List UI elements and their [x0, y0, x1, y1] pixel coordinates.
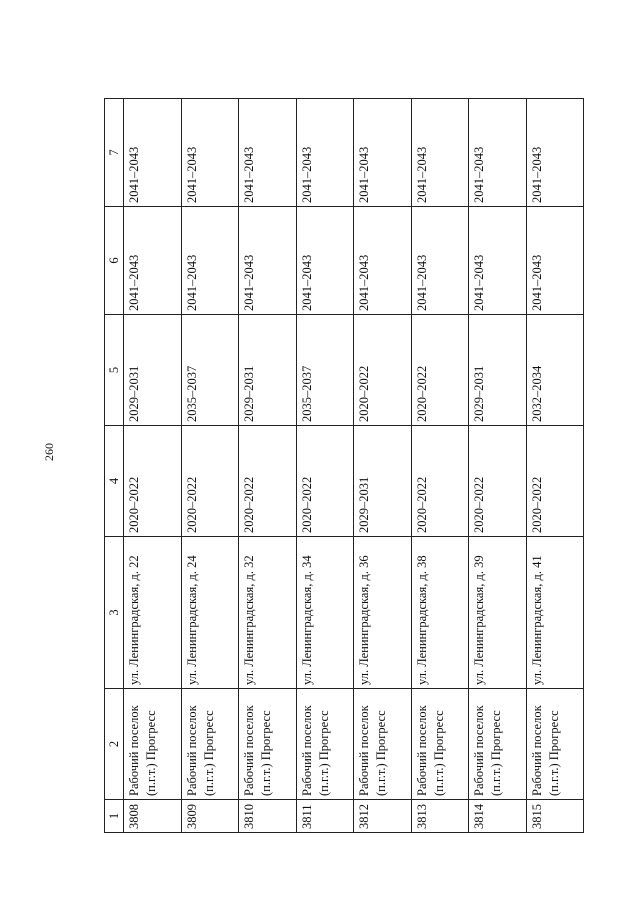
table-cell: 3815: [526, 800, 584, 833]
table-cell: ул. Ленинградская, д. 38: [411, 537, 469, 689]
column-header: 1: [105, 800, 124, 833]
table-cell: Рабочий поселок (п.г.т.) Прогресс: [469, 689, 527, 800]
table-cell: 3811: [296, 800, 354, 833]
table-row: [181, 99, 239, 833]
column-header: 6: [105, 207, 124, 315]
table-row: [296, 99, 354, 833]
table-cell: 2041–2043: [239, 99, 297, 207]
column-header: 3: [105, 537, 124, 689]
table-cell: ул. Ленинградская, д. 24: [181, 537, 239, 689]
table-cell: 2029–2031: [239, 315, 297, 426]
table-cell: ул. Ленинградская, д. 34: [296, 537, 354, 689]
table-row: [526, 99, 584, 833]
table-row: [411, 99, 469, 833]
table-cell: Рабочий поселок (п.г.т.) Прогресс: [239, 689, 297, 800]
table-cell: 3808: [124, 800, 182, 833]
table-cell: 2020–2022: [181, 426, 239, 537]
table-cell: Рабочий поселок (п.г.т.) Прогресс: [526, 689, 584, 800]
table-cell: 2041–2043: [239, 207, 297, 315]
table-cell: ул. Ленинградская, д. 41: [526, 537, 584, 689]
table-cell: 2041–2043: [469, 207, 527, 315]
table-cell: 2041–2043: [296, 207, 354, 315]
table-cell: 2020–2022: [239, 426, 297, 537]
table-cell: 2041–2043: [526, 99, 584, 207]
column-header: 2: [105, 689, 124, 800]
table-cell: 2041–2043: [411, 99, 469, 207]
table-row: [469, 99, 527, 833]
column-header: 5: [105, 315, 124, 426]
page-number: 260: [42, 443, 56, 461]
table-cell: 2020–2022: [124, 426, 182, 537]
table-cell: 2032–2034: [526, 315, 584, 426]
table-cell: Рабочий поселок (п.г.т.) Прогресс: [296, 689, 354, 800]
table-cell: 2020–2022: [354, 315, 412, 426]
table-cell: 2029–2031: [124, 315, 182, 426]
table-cell: 2020–2022: [526, 426, 584, 537]
table-cell: 2020–2022: [411, 315, 469, 426]
table-cell: 2041–2043: [181, 207, 239, 315]
table-cell: 3814: [469, 800, 527, 833]
table-cell: 2020–2022: [469, 426, 527, 537]
table-cell: 2041–2043: [469, 99, 527, 207]
table-cell: 2041–2043: [354, 99, 412, 207]
table-cell: ул. Ленинградская, д. 36: [354, 537, 412, 689]
table-cell: 2020–2022: [411, 426, 469, 537]
schedule-table: [104, 98, 584, 833]
table-cell: 3813: [411, 800, 469, 833]
table-row: [239, 99, 297, 833]
table-cell: 3809: [181, 800, 239, 833]
table-cell: ул. Ленинградская, д. 32: [239, 537, 297, 689]
table-row: [354, 99, 412, 833]
table-cell: 2029–2031: [469, 315, 527, 426]
table-cell: 3812: [354, 800, 412, 833]
column-header: 7: [105, 99, 124, 207]
table-cell: 2041–2043: [181, 99, 239, 207]
table-cell: ул. Ленинградская, д. 39: [469, 537, 527, 689]
table-cell: 2041–2043: [411, 207, 469, 315]
table-cell: 2041–2043: [354, 207, 412, 315]
table-cell: 2041–2043: [124, 99, 182, 207]
table-cell: 2020–2022: [296, 426, 354, 537]
rotated-table-container: [104, 99, 584, 833]
table-cell: 2035–2037: [181, 315, 239, 426]
table-cell: 2041–2043: [296, 99, 354, 207]
table-cell: Рабочий поселок (п.г.т.) Прогресс: [354, 689, 412, 800]
table-row: [124, 99, 182, 833]
table-cell: 3810: [239, 800, 297, 833]
column-header: 4: [105, 426, 124, 537]
table-cell: 2041–2043: [124, 207, 182, 315]
table-cell: Рабочий поселок (п.г.т.) Прогресс: [124, 689, 182, 800]
table-cell: 2035–2037: [296, 315, 354, 426]
table-cell: 2041–2043: [526, 207, 584, 315]
table-body: [105, 99, 584, 833]
table-cell: 2029–2031: [354, 426, 412, 537]
table-header-row: [105, 99, 124, 833]
table-cell: ул. Ленинградская, д. 22: [124, 537, 182, 689]
table-cell: Рабочий поселок (п.г.т.) Прогресс: [411, 689, 469, 800]
table-cell: Рабочий поселок (п.г.т.) Прогресс: [181, 689, 239, 800]
